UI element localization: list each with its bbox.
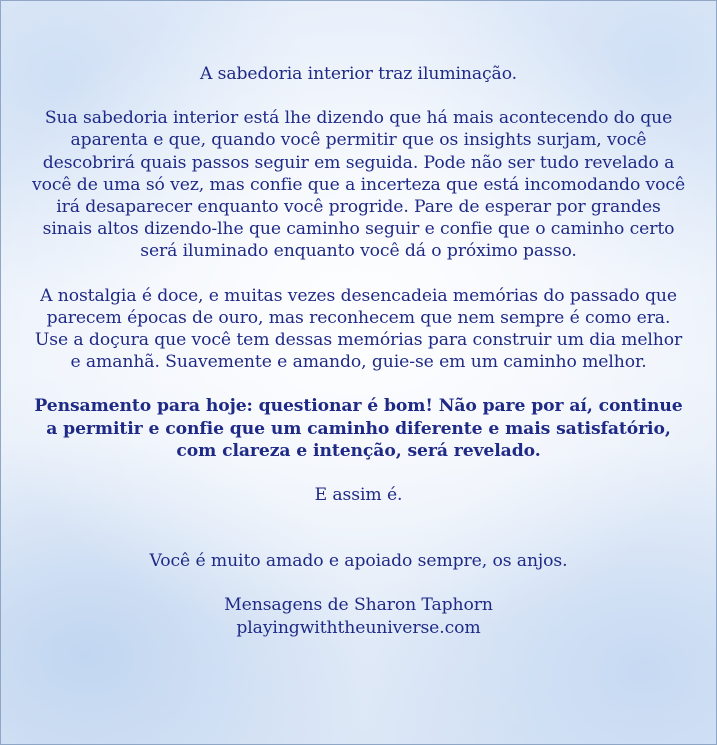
- author-credit: Mensagens de Sharon Taphorn: [224, 595, 493, 616]
- thought-for-today: Pensamento para hoje: questionar é bom! Não pare por aí, continue a permitir e confie que um caminho diferente e mais satisfatório, com clareza e intenção, será revelado.: [34, 396, 683, 461]
- message-title: A sabedoria interior traz iluminação.: [199, 64, 518, 84]
- website-text: playingwiththeuniverse.com: [236, 617, 481, 638]
- blessing-line: Você é muito amado e apoiado sempre, os anjos.: [149, 551, 568, 572]
- message-paragraph-1: Sua sabedoria interior está lhe dizendo que há mais acontecendo do que aparenta e que, quando você permitir que os insights surjam, você descobrirá quais passos seguir em seguida. Pode não ser tudo revelado a você de uma só vez, mas confie que a incerteza que está incomodando você irá desaparecer enquanto você progride. Pare de esperar por grandes sinais altos dizendo-lhe que caminho seguir e confie que o caminho certo será iluminado enquanto você dá o próximo passo.: [31, 108, 686, 262]
- closing-line: E assim é.: [314, 485, 403, 506]
- message-paragraph-2: A nostalgia é doce, e muitas vezes desencadeia memórias do passado que parecem épocas de ouro, mas reconhecem que nem sempre é como era. Use a doçura que você tem dessas memórias para construir um dia melhor e amanhã. Suavemente e amando, guie-se em um caminho melhor.: [34, 285, 683, 373]
- message-body: [29, 63, 688, 639]
